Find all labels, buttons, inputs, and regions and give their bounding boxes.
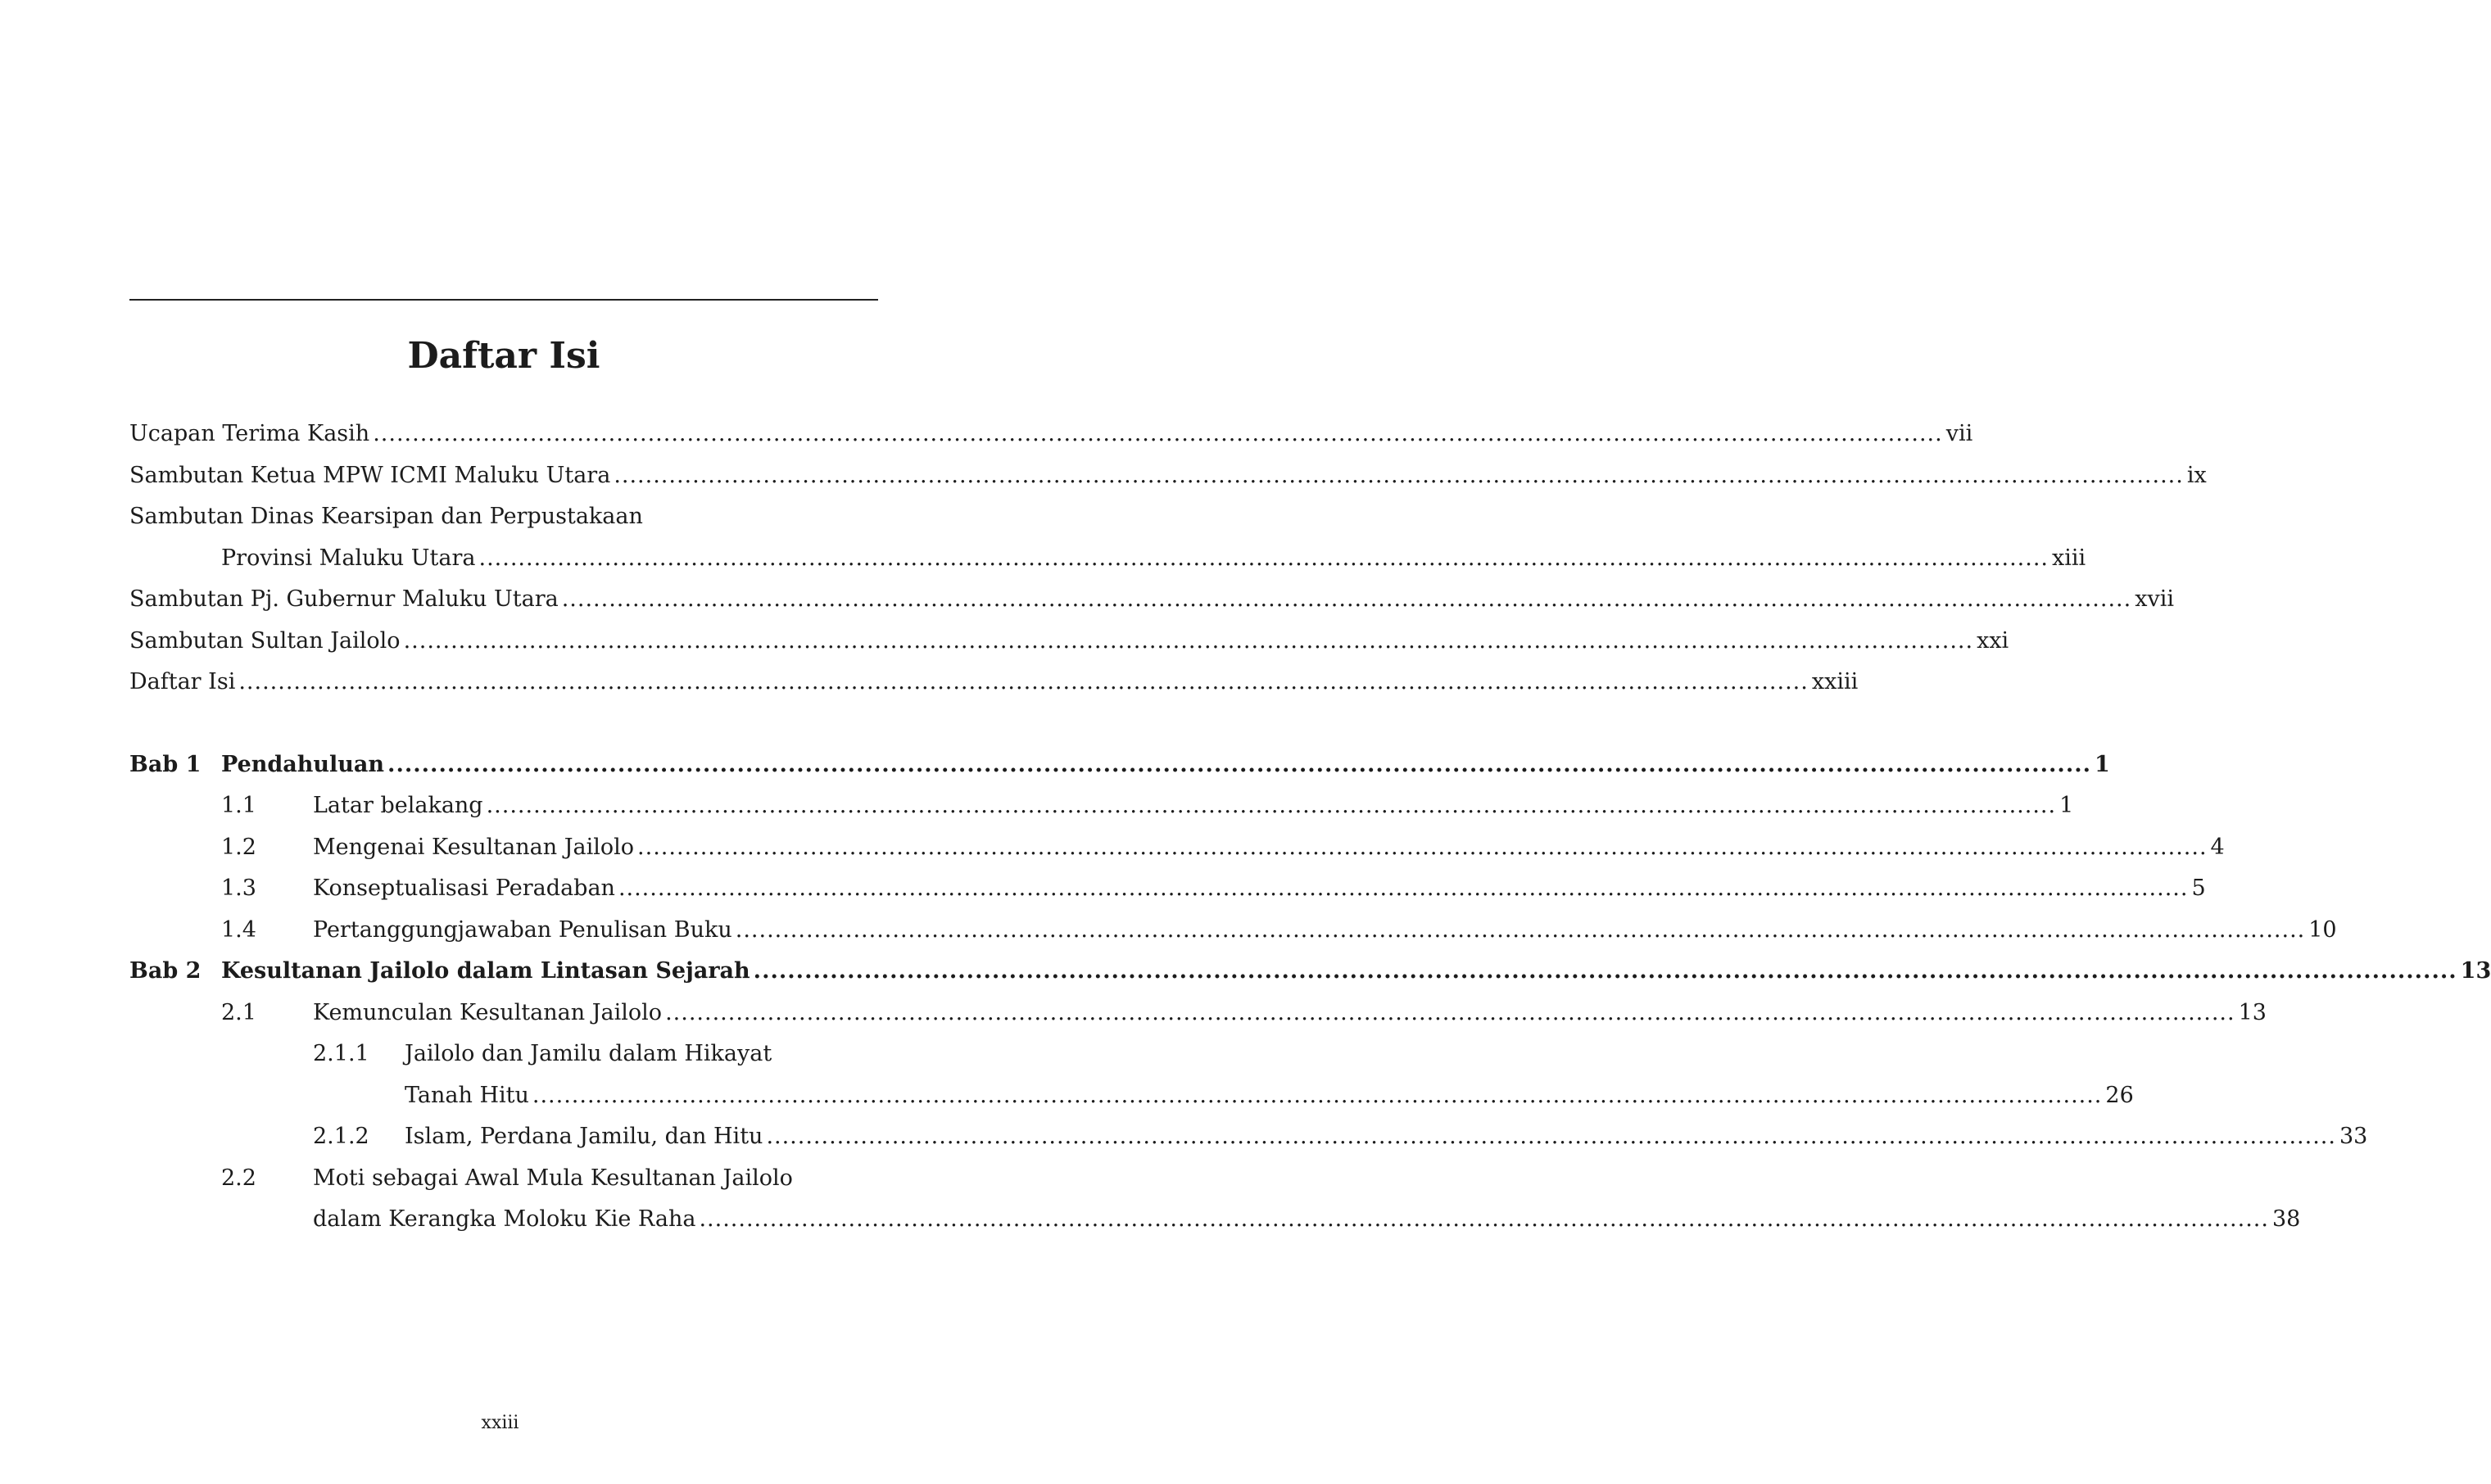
dot-leader <box>699 1199 2269 1241</box>
toc-entry-page: xxi <box>1977 627 2009 654</box>
toc-section-entry[interactable] <box>129 827 2225 869</box>
section-number: 1.2 <box>221 834 256 860</box>
chapter-title: Kesultanan Jailolo dalam Lintasan Sejarah <box>221 958 750 984</box>
toc-chapter-entry[interactable] <box>129 951 2491 993</box>
section-gap <box>129 704 878 744</box>
section-page: 5 <box>2191 875 2206 901</box>
section-number: 1.3 <box>221 875 256 901</box>
section-title: Moti sebagai Awal Mula Kesultanan Jailolo <box>313 1165 793 1191</box>
subsection-number: 2.1.2 <box>313 1124 369 1149</box>
toc-entry-page: vii <box>1945 421 1973 446</box>
dot-leader <box>618 868 2189 910</box>
toc-entry-title: Sambutan Dinas Kearsipan dan Perpustakaan <box>129 504 643 529</box>
dot-leader <box>665 993 2235 1034</box>
section-number: 2.2 <box>221 1165 256 1191</box>
toc-section-entry-line1[interactable] <box>129 1158 878 1200</box>
chapter-page: 13 <box>2460 958 2491 984</box>
toc-entry-title: Daftar Isi <box>129 669 236 694</box>
dot-leader <box>754 951 2457 993</box>
subsection-title: Jailolo dan Jamilu dalam Hikayat <box>405 1041 772 1066</box>
dot-leader <box>637 827 2208 869</box>
toc-section-entry[interactable] <box>129 868 2206 910</box>
section-page: 38 <box>2271 1206 2301 1232</box>
subsection-page: 26 <box>2105 1082 2134 1108</box>
toc-section-entry[interactable] <box>129 993 2267 1034</box>
dot-leader <box>532 1075 2103 1117</box>
section-title: Pertanggungjawaban Penulisan Buku <box>313 916 732 943</box>
section-page: 13 <box>2238 999 2267 1025</box>
subsection-title: Islam, Perdana Jamilu, dan Hitu <box>405 1124 763 1149</box>
chapter-label: Bab 2 <box>129 958 202 984</box>
subsection-number: 2.1.1 <box>313 1041 369 1066</box>
toc-section-entry-line2[interactable] <box>129 1199 2301 1241</box>
top-rule <box>129 299 878 301</box>
section-page: 1 <box>2059 793 2074 818</box>
section-title: Konseptualisasi Peradaban <box>313 875 615 901</box>
page-number-footer: xxiii <box>481 1413 519 1433</box>
dot-leader <box>766 1116 2336 1158</box>
toc-entry-front-matter[interactable] <box>129 455 2207 497</box>
toc-entry-front-matter-line1[interactable] <box>129 496 878 538</box>
toc-entry-title: Sambutan Pj. Gubernur Maluku Utara <box>129 586 559 612</box>
chapter-label: Bab 1 <box>129 751 202 777</box>
toc-subsection-entry-line1[interactable] <box>129 1034 878 1075</box>
section-number: 2.1 <box>221 999 256 1025</box>
chapter-title: Pendahuluan <box>221 751 385 777</box>
toc-entry-title: Sambutan Ketua MPW ICMI Maluku Utara <box>129 462 611 488</box>
section-number: 1.4 <box>221 916 256 943</box>
dot-leader <box>387 744 2091 786</box>
toc-entry-page: xvii <box>2135 586 2174 612</box>
section-number: 1.1 <box>221 793 256 818</box>
toc-subsection-entry[interactable] <box>129 1116 2368 1158</box>
dot-leader <box>404 621 1974 663</box>
dot-leader <box>487 785 2057 827</box>
section-title: Mengenai Kesultanan Jailolo <box>313 834 635 860</box>
toc-entry-front-matter[interactable] <box>129 621 2009 663</box>
toc-chapter-entry[interactable] <box>129 744 2110 786</box>
toc-entry-title: Sambutan Sultan Jailolo <box>129 627 401 654</box>
section-title-continued: dalam Kerangka Moloku Kie Raha <box>313 1206 696 1232</box>
dot-leader <box>562 579 2132 621</box>
dot-leader <box>479 538 2049 580</box>
toc-entry-page: ix <box>2186 462 2207 488</box>
page-title: Daftar Isi <box>407 335 600 377</box>
subsection-title-continued: Tanah Hitu <box>405 1082 529 1108</box>
toc-entry-front-matter[interactable] <box>129 414 1973 455</box>
dot-leader <box>373 414 1943 455</box>
section-page: 4 <box>2210 834 2225 860</box>
section-title: Latar belakang <box>313 793 483 818</box>
toc-entry-page: xxiii <box>1811 669 1859 694</box>
toc-section-entry[interactable] <box>129 785 2074 827</box>
toc-subsection-entry-line2[interactable] <box>129 1075 2134 1117</box>
toc-entry-front-matter[interactable] <box>129 662 1859 704</box>
chapter-page: 1 <box>2095 751 2110 777</box>
table-of-contents <box>129 414 2491 1241</box>
section-page: 10 <box>2308 916 2337 943</box>
toc-section-entry[interactable] <box>129 910 2337 952</box>
toc-entry-title: Ucapan Terima Kasih <box>129 421 370 446</box>
subsection-page: 33 <box>2339 1124 2368 1149</box>
dot-leader <box>238 662 1809 704</box>
section-title: Kemunculan Kesultanan Jailolo <box>313 999 663 1025</box>
dot-leader <box>614 455 2184 497</box>
toc-entry-front-matter-line2[interactable] <box>129 538 2086 580</box>
toc-entry-front-matter[interactable] <box>129 579 2174 621</box>
toc-entry-page: xiii <box>2052 545 2086 571</box>
toc-entry-title-continued: Provinsi Maluku Utara <box>221 545 476 571</box>
dot-leader <box>736 910 2306 952</box>
